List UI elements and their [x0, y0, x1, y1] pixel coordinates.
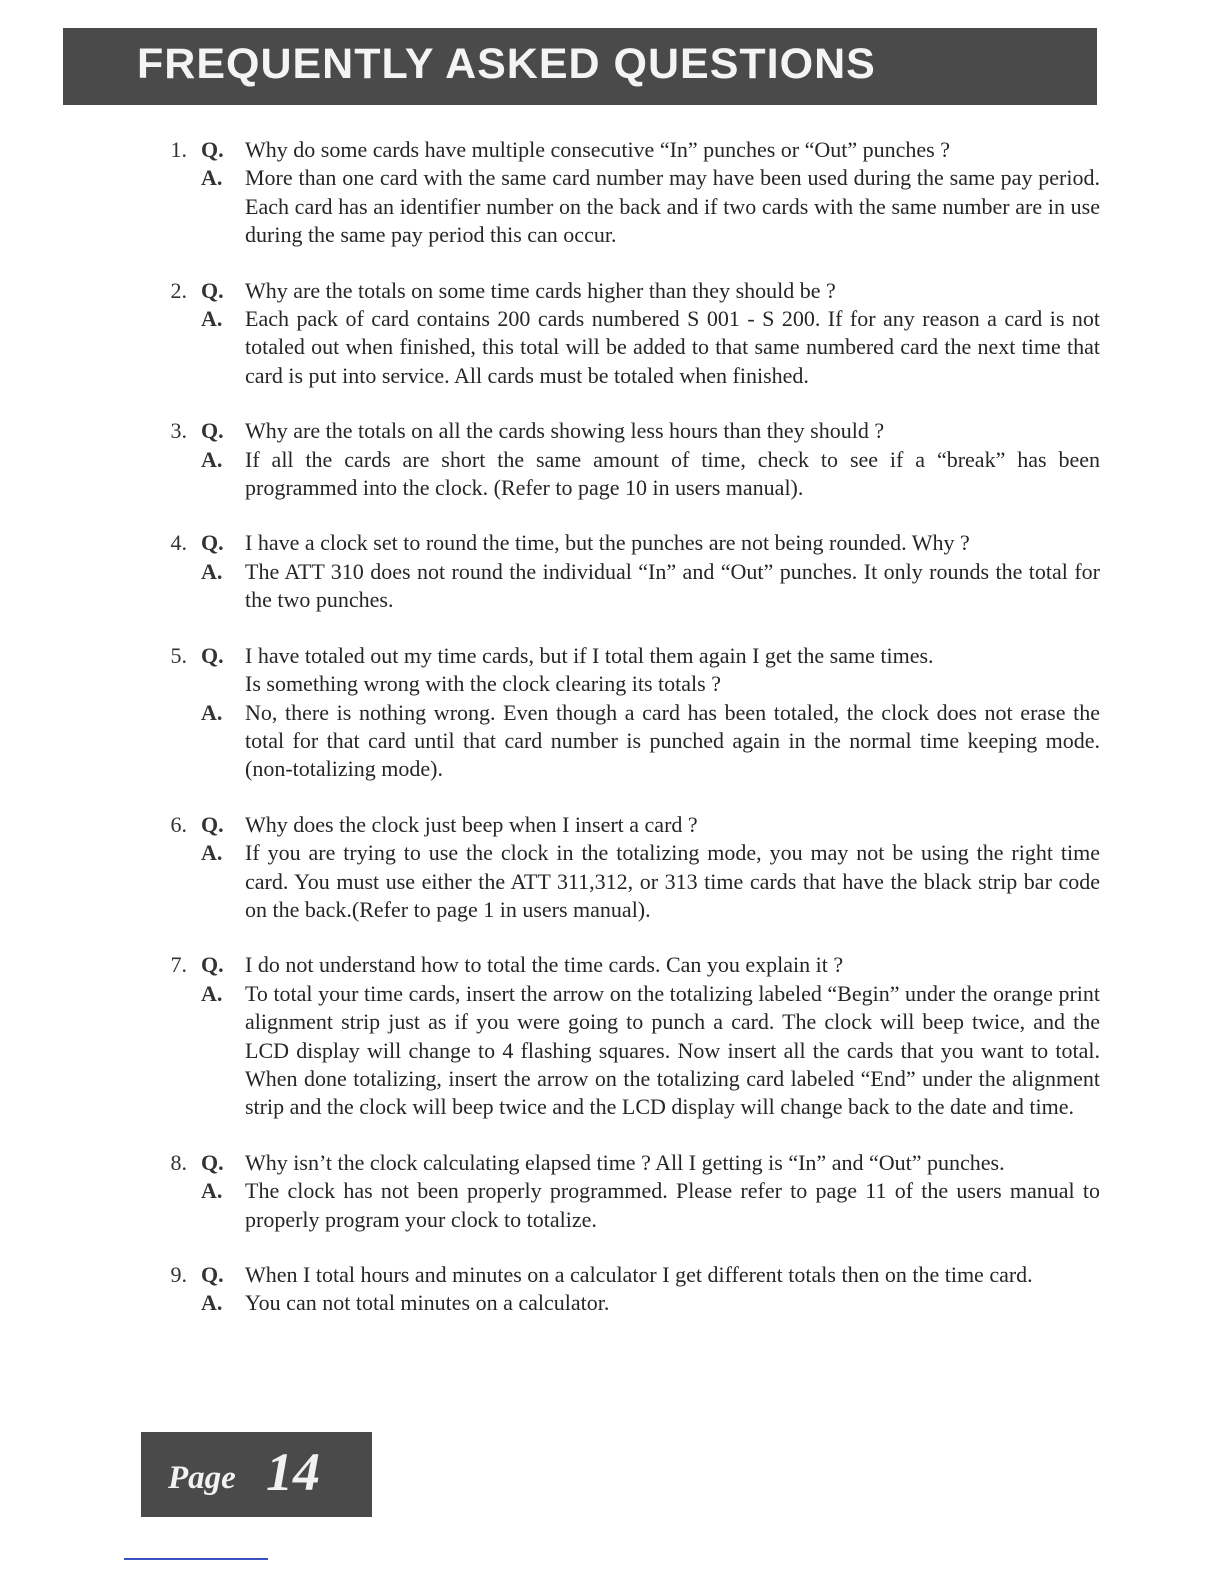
- answer-label: A.: [201, 1290, 223, 1316]
- answer-label: A.: [201, 446, 223, 472]
- faq-list: [160, 136, 1100, 1345]
- question-text: Why are the totals on all the cards showing less hours than they should ?: [245, 418, 885, 444]
- question-number: 3.: [170, 418, 187, 444]
- faq-item: [160, 417, 1100, 502]
- question-label: Q.: [201, 277, 224, 303]
- answer-text: You can not total minutes on a calculator.: [245, 1290, 610, 1316]
- question-row: [160, 417, 1100, 445]
- question-label: Q.: [201, 137, 224, 162]
- title-banner: [63, 28, 1097, 105]
- faq-item: [160, 951, 1100, 1121]
- question-label: Q.: [201, 1262, 224, 1287]
- question-text: Why do some cards have multiple consecutive “In” punches or “Out” punches ?: [245, 137, 950, 162]
- page-label: Page: [168, 1460, 236, 1496]
- question-row: [160, 1149, 1100, 1177]
- faq-item: [160, 277, 1100, 391]
- question-label: Q.: [201, 1149, 224, 1175]
- answer-label: A.: [201, 165, 223, 191]
- answer-row: [160, 1289, 1100, 1317]
- question-row: [160, 642, 1100, 699]
- answer-label: A.: [201, 558, 223, 584]
- page-number-badge: [141, 1432, 372, 1517]
- question-label: Q.: [201, 952, 224, 978]
- answer-row: [160, 980, 1100, 1122]
- question-number: 8.: [170, 1149, 187, 1175]
- question-number: 7.: [170, 952, 187, 978]
- answer-label: A.: [201, 1178, 223, 1204]
- question-number: 5.: [170, 642, 187, 668]
- answer-row: [160, 1177, 1100, 1234]
- answer-label: A.: [201, 980, 223, 1006]
- question-number: 6.: [170, 811, 187, 837]
- question-row: [160, 1261, 1100, 1289]
- question-number: 1.: [170, 137, 187, 162]
- question-number: 2.: [170, 277, 187, 303]
- answer-text: If you are trying to use the clock in the totalizing mode, you may not be using the right time card. You must use either the ATT 311,312, or 313 time cards that have the black strip bar code on the back.(Refer to page 1 in users manual).: [245, 840, 1100, 922]
- answer-row: [160, 839, 1100, 924]
- question-number: 9.: [170, 1262, 187, 1287]
- answer-text: The clock has not been properly programmed. Please refer to page 11 of the users manual to properly program your clock to totalize.: [245, 1178, 1100, 1232]
- faq-item: [160, 1261, 1100, 1318]
- answer-text: If all the cards are short the same amount of time, check to see if a “break” has been programmed into the clock. (Refer to page 10 in users manual).: [245, 446, 1100, 501]
- answer-text: To total your time cards, insert the arrow on the totalizing labeled “Begin” under the orange print alignment strip just as if you were going to punch a card. The clock will beep twice, and the LCD display will change to 4 flashing squares. Now insert all the cards that you want to total. When done totalizing, insert the arrow on the totalizing card labeled “End” under the alignment strip and the clock will beep twice and the LCD display will change back to the date and time.: [245, 980, 1100, 1120]
- page-title: FREQUENTLY ASKED QUESTIONS: [137, 40, 876, 88]
- question-text: [245, 642, 1100, 699]
- answer-row: [160, 699, 1100, 784]
- question-label: Q.: [201, 530, 224, 556]
- question-row: [160, 136, 1100, 164]
- answer-text: Each pack of card contains 200 cards numbered S 001 - S 200. If for any reason a card is not totaled out when finished, this total will be added to that same numbered card the next time that card is put into service. All cards must be totaled when finished.: [245, 306, 1100, 388]
- faq-item: [160, 529, 1100, 614]
- answer-label: A.: [201, 306, 223, 332]
- question-label: Q.: [201, 811, 224, 837]
- question-text: When I total hours and minutes on a calculator I get different totals then on the time card.: [245, 1262, 1033, 1287]
- question-label: Q.: [201, 418, 224, 444]
- question-row: [160, 811, 1100, 839]
- question-label: Q.: [201, 642, 224, 668]
- answer-label: A.: [201, 699, 223, 725]
- question-number: 4.: [170, 530, 187, 556]
- answer-text: More than one card with the same card number may have been used during the same pay period. Each card has an identifier number on the back and if two cards with the same number are in use during the same pay period this can occur.: [245, 165, 1100, 248]
- question-row: [160, 277, 1100, 305]
- faq-item: [160, 811, 1100, 925]
- faq-item: [160, 136, 1100, 250]
- question-line: I have totaled out my time cards, but if I total them again I get the same times.: [245, 642, 934, 668]
- answer-text: No, there is nothing wrong. Even though a card has been totaled, the clock does not erase the total for that card until that card number is punched again in the normal time keeping mode.(non-totalizing mode).: [245, 699, 1100, 782]
- question-text: I have a clock set to round the time, but the punches are not being rounded. Why ?: [245, 530, 970, 556]
- answer-row: [160, 446, 1100, 503]
- question-text: Why are the totals on some time cards higher than they should be ?: [245, 277, 836, 303]
- question-text: Why isn’t the clock calculating elapsed time ? All I getting is “In” and “Out” punches.: [245, 1149, 1005, 1175]
- answer-row: [160, 558, 1100, 615]
- question-text: I do not understand how to total the time cards. Can you explain it ?: [245, 952, 844, 978]
- question-line: Is something wrong with the clock clearing its totals ?: [245, 671, 721, 697]
- question-row: [160, 529, 1100, 557]
- faq-item: [160, 1149, 1100, 1234]
- footer-divider: [124, 1558, 268, 1560]
- question-row: [160, 951, 1100, 979]
- answer-row: [160, 305, 1100, 390]
- faq-item: [160, 642, 1100, 784]
- page-number: 14: [266, 1442, 320, 1502]
- answer-label: A.: [201, 840, 223, 866]
- question-text: Why does the clock just beep when I insert a card ?: [245, 811, 698, 837]
- answer-row: [160, 164, 1100, 249]
- answer-text: The ATT 310 does not round the individual “In” and “Out” punches. It only rounds the total for the two punches.: [245, 558, 1100, 613]
